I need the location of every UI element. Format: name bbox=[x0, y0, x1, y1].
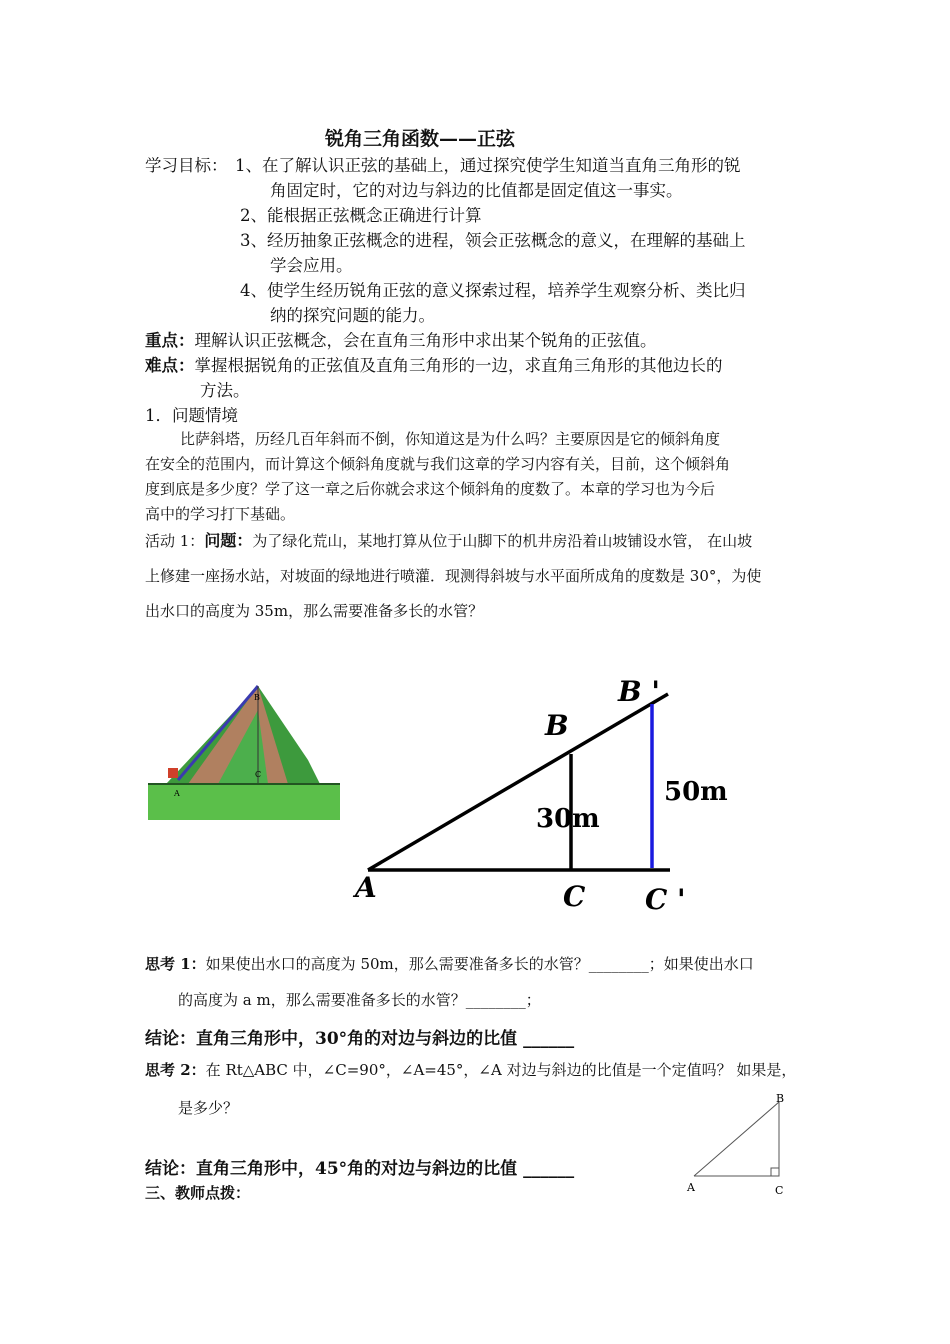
objective-4a: 4、使学生经历锐角正弦的意义探索过程，培养学生观察分析、类比归 bbox=[240, 281, 746, 300]
pump-house bbox=[168, 768, 178, 778]
objective-1b: 角固定时，它的对边与斜边的比值都是固定值这一事实。 bbox=[270, 181, 683, 200]
mountain-label-a: A bbox=[174, 789, 180, 798]
page-title: 锐角三角函数——正弦 bbox=[325, 128, 516, 150]
label-c-prime: C ' bbox=[645, 883, 686, 916]
intro-line-2: 在安全的范围内，而计算这个倾斜角度就与我们这章的学习内容有关，目前，这个倾斜角 bbox=[145, 455, 731, 473]
activity1-line-3: 出水口的高度为 35m，那么需要准备多长的水管？ bbox=[145, 602, 484, 620]
intro-line-3: 度到底是多少度？学了这一章之后你就会求这个倾斜角的度数了。本章的学习也为今后 bbox=[145, 480, 716, 498]
think1-line-2: 的高度为 a m，那么需要准备多长的水管？________； bbox=[178, 991, 541, 1009]
difficulty bbox=[145, 352, 723, 376]
intro-line-4: 高中的学习打下基础。 bbox=[145, 505, 296, 523]
label-b-prime: B ' bbox=[618, 675, 660, 708]
conclusion-2: 结论：直角三角形中，45°角的对边与斜边的比值 ______ bbox=[145, 1159, 575, 1179]
section3-heading: 三、教师点拨： bbox=[145, 1184, 251, 1202]
hypotenuse-line bbox=[368, 694, 668, 870]
section1-heading: 1．问题情境 bbox=[145, 406, 238, 425]
objective-1a: 1、在了解认识正弦的基础上，通过探究使学生知道当直角三角形的锐 bbox=[235, 156, 741, 175]
mountain-label-c: C bbox=[255, 770, 262, 779]
conclusion-1: 结论：直角三角形中，30°角的对边与斜边的比值 ______ bbox=[145, 1029, 575, 1049]
small-label-b: B bbox=[776, 1092, 785, 1105]
objectives-label: 学习目标： bbox=[145, 156, 228, 175]
small-triangle bbox=[684, 1088, 790, 1198]
key-point-label: 重点： bbox=[145, 331, 195, 350]
objective-3b: 学会应用。 bbox=[270, 256, 353, 275]
think2-label: 思考 2： bbox=[145, 1061, 206, 1079]
intro-line-1: 比萨斜塔，历经几百年斜而不倒，你知道这是为什么吗？主要原因是它的倾斜角度 bbox=[180, 430, 721, 448]
label-c: C bbox=[563, 880, 586, 913]
think2-line-1 bbox=[145, 1059, 796, 1080]
objective-2: 2、能根据正弦概念正确进行计算 bbox=[240, 206, 482, 225]
small-label-c: C bbox=[775, 1184, 784, 1197]
think1-text-1: 如果使出水口的高度为 50m，那么需要准备多长的水管？________；如果使出水口 bbox=[205, 955, 754, 973]
triangle-diagram bbox=[340, 665, 740, 925]
difficulty-label: 难点： bbox=[145, 356, 195, 375]
small-label-a: A bbox=[687, 1181, 695, 1194]
label-a: A bbox=[355, 871, 377, 904]
think2-text-1: 在 Rt△ABC 中，∠C=90°，∠A=45°，∠A 对边与斜边的比值是一个定值吗？ 如果是， bbox=[205, 1061, 797, 1079]
objective-3a: 3、经历抽象正弦概念的进程，领会正弦概念的意义，在理解的基础上 bbox=[240, 231, 746, 250]
difficulty-text-b: 方法。 bbox=[200, 381, 250, 400]
small-hypotenuse bbox=[694, 1102, 779, 1176]
activity1-line-2: 上修建一座扬水站，对坡面的绿地进行喷灌．现测得斜坡与水平面所成角的度数是 30°，为使 bbox=[145, 567, 762, 585]
label-50m: 50m bbox=[664, 777, 728, 807]
key-point-text: 理解认识正弦概念，会在直角三角形中求出某个锐角的正弦值。 bbox=[194, 331, 657, 350]
activity1-line-1 bbox=[145, 528, 752, 551]
activity1-label: 问题： bbox=[204, 531, 253, 550]
difficulty-text-a: 掌握根据锐角的正弦值及直角三角形的一边，求直角三角形的其他边长的 bbox=[194, 356, 723, 375]
mountain-label-b: B bbox=[254, 693, 260, 702]
think1-line-1 bbox=[145, 953, 754, 974]
think2-line-2: 是多少？ bbox=[178, 1099, 239, 1117]
activity1-text-1: 为了绿化荒山，某地打算从位于山脚下的机井房沿着山坡铺设水管， 在山坡 bbox=[252, 532, 753, 550]
objective-4b: 纳的探究问题的能力。 bbox=[270, 306, 435, 325]
think1-label: 思考 1： bbox=[145, 955, 206, 973]
mountain-illustration bbox=[148, 680, 340, 820]
key-point bbox=[145, 327, 657, 351]
label-b: B bbox=[545, 709, 569, 742]
activity1-prefix: 活动 1： bbox=[145, 532, 205, 550]
label-30m: 30m bbox=[536, 804, 600, 834]
right-angle-mark bbox=[771, 1168, 779, 1176]
